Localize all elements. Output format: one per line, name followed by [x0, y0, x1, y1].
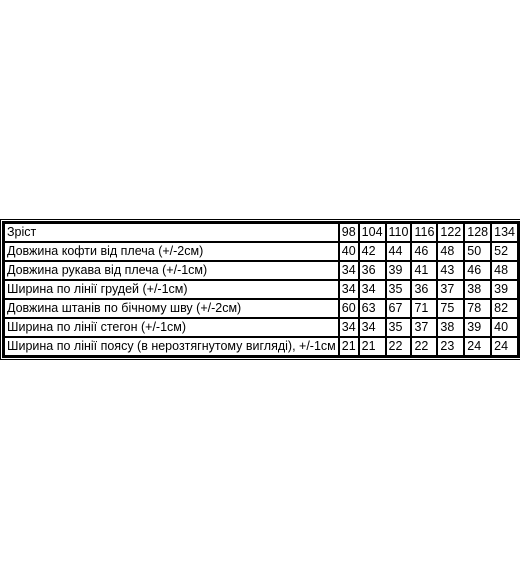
measurement-value-cell: 50: [464, 242, 491, 261]
measurement-value-cell: 34: [339, 318, 359, 337]
measurement-value-cell: 34: [339, 280, 359, 299]
size-header-cell: 98: [339, 223, 359, 242]
measurement-value-cell: 22: [411, 337, 437, 356]
size-header-cell: 104: [359, 223, 386, 242]
measurement-value-cell: 60: [339, 299, 359, 318]
header-row: [4, 223, 518, 242]
measurement-value-cell: 38: [437, 318, 464, 337]
measurement-value-cell: 78: [464, 299, 491, 318]
measurement-value-cell: 36: [411, 280, 437, 299]
table-row: [4, 337, 518, 356]
measurement-value-cell: 52: [491, 242, 518, 261]
measurement-value-cell: 34: [359, 280, 386, 299]
measurement-value-cell: 82: [491, 299, 518, 318]
size-header-cell: 122: [437, 223, 464, 242]
measurement-value-cell: 23: [437, 337, 464, 356]
size-chart-body: [4, 223, 518, 356]
measurement-value-cell: 75: [437, 299, 464, 318]
measurement-value-cell: 37: [437, 280, 464, 299]
measurement-value-cell: 39: [386, 261, 412, 280]
table-row: [4, 280, 518, 299]
measurement-value-cell: 21: [339, 337, 359, 356]
measurement-value-cell: 71: [411, 299, 437, 318]
table-row: [4, 318, 518, 337]
measurement-value-cell: 37: [411, 318, 437, 337]
measurement-value-cell: 24: [491, 337, 518, 356]
measurement-value-cell: 46: [411, 242, 437, 261]
measurement-value-cell: 40: [491, 318, 518, 337]
measurement-value-cell: 46: [464, 261, 491, 280]
measurement-value-cell: 40: [339, 242, 359, 261]
size-header-cell: 128: [464, 223, 491, 242]
table-row: [4, 242, 518, 261]
measurement-value-cell: 35: [386, 318, 412, 337]
measurement-value-cell: 39: [491, 280, 518, 299]
measurement-value-cell: 42: [359, 242, 386, 261]
table-row: [4, 299, 518, 318]
measurement-value-cell: 34: [359, 318, 386, 337]
measurement-value-cell: 34: [339, 261, 359, 280]
measurement-value-cell: 63: [359, 299, 386, 318]
measurement-value-cell: 24: [464, 337, 491, 356]
measurement-label: Довжина рукава від плеча (+/-1см): [4, 261, 339, 280]
measurement-value-cell: 48: [437, 242, 464, 261]
measurement-value-cell: 36: [359, 261, 386, 280]
size-header-cell: 110: [386, 223, 412, 242]
measurement-value-cell: 44: [386, 242, 412, 261]
measurement-label: Ширина по лінії стегон (+/-1см): [4, 318, 339, 337]
measurement-value-cell: 67: [386, 299, 412, 318]
measurement-value-cell: 35: [386, 280, 412, 299]
measurement-label: Ширина по лінії грудей (+/-1см): [4, 280, 339, 299]
measurement-value-cell: 21: [359, 337, 386, 356]
measurement-value-cell: 43: [437, 261, 464, 280]
measurement-label: Довжина штанів по бічному шву (+/-2см): [4, 299, 339, 318]
height-label: Зріст: [4, 223, 339, 242]
measurement-label: Довжина кофти від плеча (+/-2см): [4, 242, 339, 261]
size-chart-table: [2, 221, 520, 358]
measurement-label: Ширина по лінії поясу (в нерозтягнутому вигляді), +/-1см: [4, 337, 339, 356]
size-header-cell: 116: [411, 223, 437, 242]
measurement-value-cell: 41: [411, 261, 437, 280]
measurement-value-cell: 48: [491, 261, 518, 280]
measurement-value-cell: 39: [464, 318, 491, 337]
table-row: [4, 261, 518, 280]
measurement-value-cell: 22: [386, 337, 412, 356]
measurement-value-cell: 38: [464, 280, 491, 299]
size-header-cell: 134: [491, 223, 518, 242]
